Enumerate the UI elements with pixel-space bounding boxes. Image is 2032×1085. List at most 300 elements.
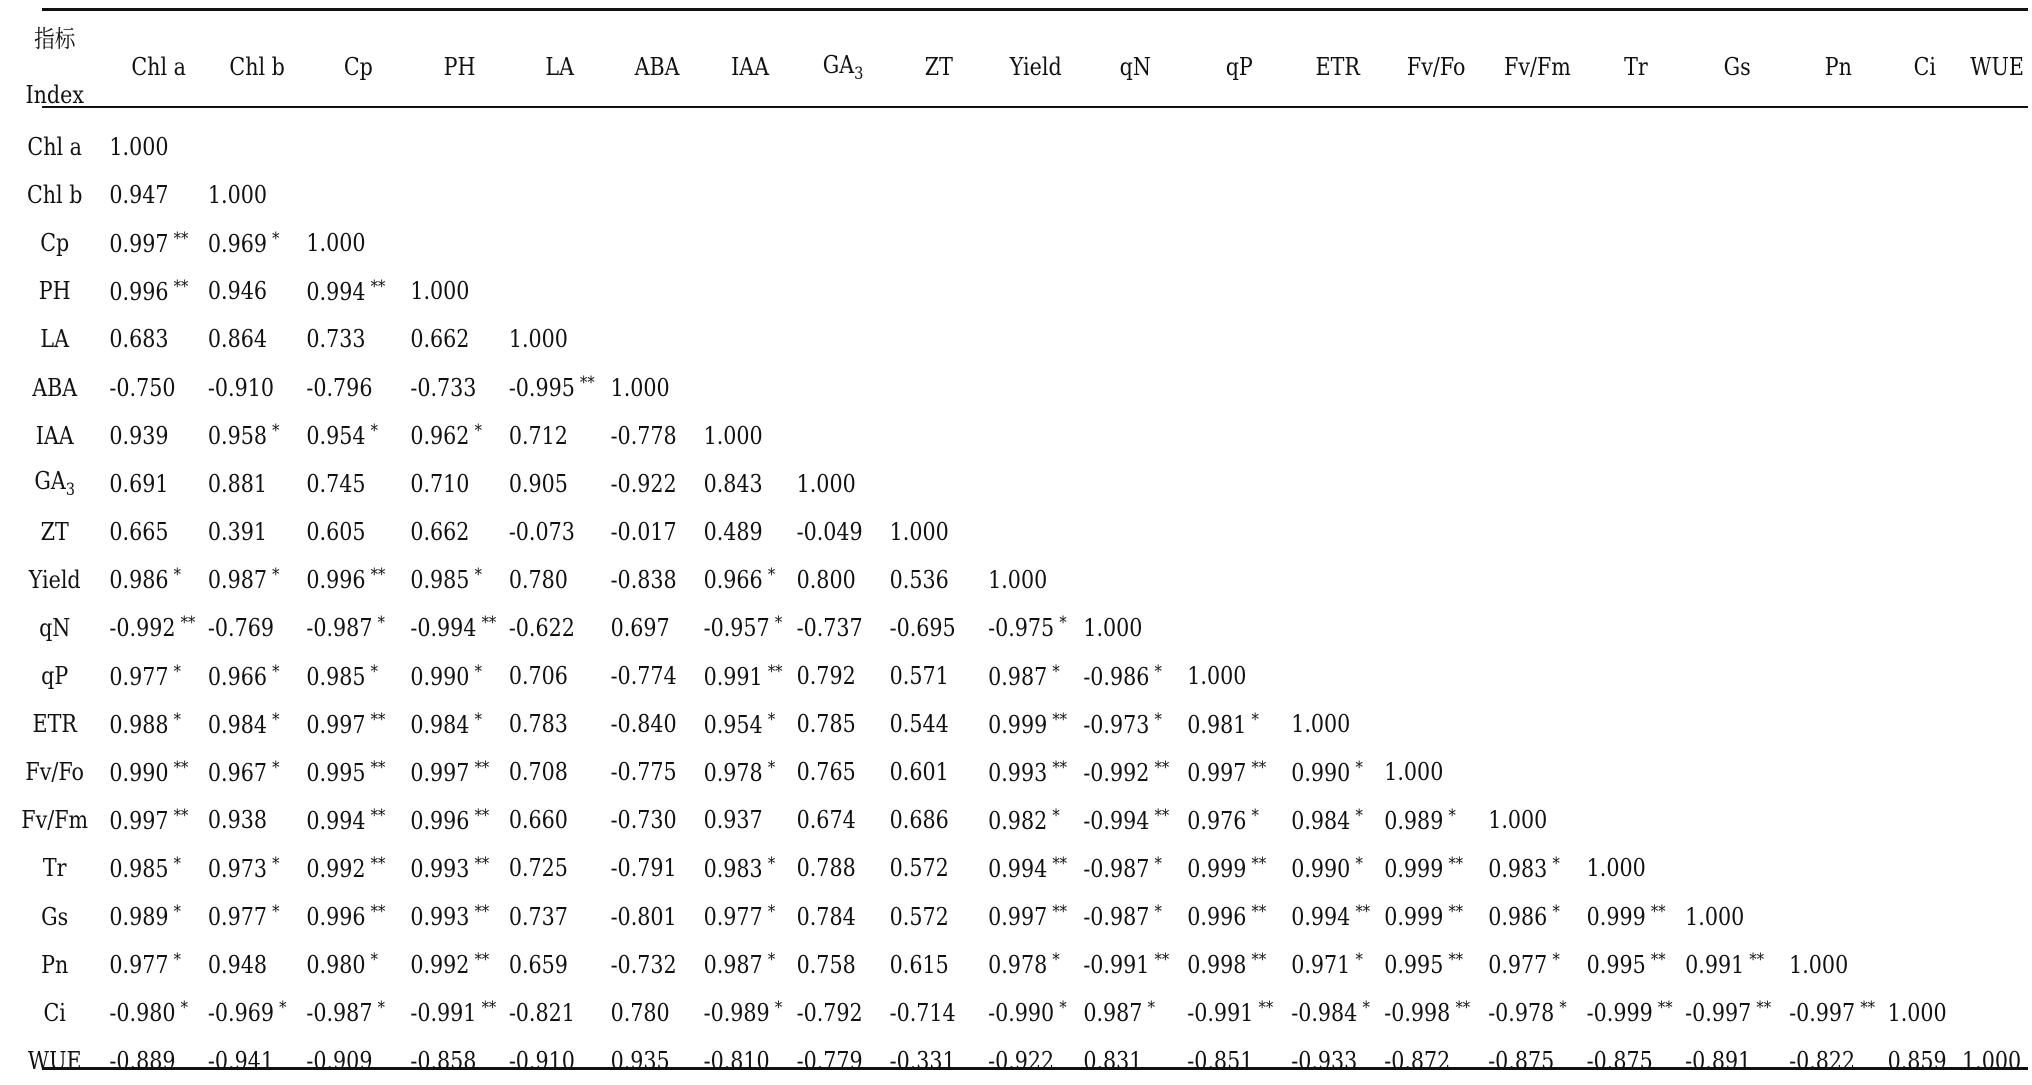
table-cell: [208, 363, 306, 411]
significance-marker: **: [481, 613, 497, 634]
table-cell: [890, 844, 988, 892]
column-header: ABA: [634, 53, 680, 81]
table-cell: [890, 412, 988, 460]
table-cell: [890, 363, 988, 411]
table-cell: [1384, 700, 1488, 748]
table-row: [0, 267, 2032, 315]
table-cell: [208, 556, 306, 604]
table-cell: [306, 219, 410, 267]
significance-marker: *: [272, 709, 280, 730]
cell-value: 0.544: [889, 710, 949, 739]
table-cell: [410, 941, 508, 989]
table-cell: [1083, 123, 1187, 171]
table-cell: [1888, 123, 1962, 171]
row-label: PH: [38, 277, 71, 306]
table-cell: [1083, 604, 1187, 652]
cell-value: -0.980: [109, 999, 176, 1028]
cell-value: -0.796: [306, 373, 373, 402]
table-cell: [509, 796, 611, 844]
table-cell: [1384, 844, 1488, 892]
table-cell: [1962, 363, 2032, 411]
cell-value: 0.947: [109, 181, 169, 210]
table-cell: [1488, 508, 1586, 556]
table-cell: [1888, 315, 1962, 363]
significance-marker: **: [173, 757, 189, 778]
column-header: ETR: [1315, 53, 1360, 81]
table-cell: [509, 700, 611, 748]
table-cell: [1187, 748, 1291, 796]
table-cell: [109, 796, 207, 844]
table-cell: [1291, 363, 1384, 411]
cell-value: -0.840: [610, 710, 677, 739]
cell-value: 1.000: [1685, 902, 1745, 931]
table-cell: [109, 508, 207, 556]
cell-value: 0.571: [889, 662, 949, 691]
table-cell: [410, 844, 508, 892]
significance-marker: **: [474, 805, 490, 826]
table-cell: [1291, 556, 1384, 604]
cell-value: 0.992: [410, 951, 470, 980]
cell-value: 0.977: [109, 662, 169, 691]
significance-marker: *: [1052, 661, 1060, 682]
column-header: LA: [545, 53, 575, 81]
cell-value: 0.984: [1291, 806, 1351, 835]
significance-marker: **: [370, 757, 386, 778]
significance-marker: **: [370, 902, 386, 923]
cell-value: 0.987: [988, 662, 1048, 691]
table-cell: [1962, 604, 2032, 652]
table-cell: [611, 460, 704, 508]
significance-marker: *: [1059, 613, 1067, 634]
table-row: [0, 941, 2032, 989]
significance-marker: *: [767, 757, 776, 778]
table-cell: [1685, 556, 1789, 604]
table-cell: [1187, 556, 1291, 604]
table-cell: [1384, 556, 1488, 604]
significance-marker: *: [272, 757, 280, 778]
table-cell: [1291, 748, 1384, 796]
cell-value: -0.986: [1083, 662, 1150, 691]
table-cell: [704, 1037, 797, 1085]
table-cell: [208, 315, 306, 363]
significance-marker: **: [1251, 853, 1267, 874]
table-cell: [1587, 363, 1685, 411]
significance-marker: *: [1059, 998, 1067, 1019]
cell-value: 0.991: [703, 662, 763, 691]
table-cell: [890, 315, 988, 363]
table-cell: [1187, 1037, 1291, 1085]
table-cell: [797, 989, 890, 1037]
table-cell: [704, 171, 797, 219]
column-header: Pn: [1824, 53, 1852, 81]
cell-value: 0.881: [207, 469, 268, 498]
table-row: [0, 893, 2032, 941]
significance-marker: *: [1355, 853, 1363, 874]
table-cell: [1083, 652, 1187, 700]
table-cell: [1291, 508, 1384, 556]
significance-marker: **: [370, 805, 386, 826]
table-cell: [208, 844, 306, 892]
significance-marker: **: [1251, 757, 1267, 778]
significance-marker: *: [377, 998, 385, 1019]
cell-value: -0.987: [306, 614, 373, 643]
table-cell: [890, 796, 988, 844]
table-cell: [1789, 989, 1887, 1037]
cell-value: 0.710: [410, 469, 470, 498]
table-cell: [1962, 748, 2032, 796]
table-cell: [410, 652, 508, 700]
cell-value: 0.792: [796, 662, 856, 691]
significance-marker: **: [474, 757, 490, 778]
table-cell: [1888, 652, 1962, 700]
table-cell: [890, 171, 988, 219]
table-cell: [890, 267, 988, 315]
cell-value: 0.962: [410, 422, 470, 451]
significance-marker: **: [1154, 757, 1170, 778]
table-cell: [1291, 652, 1384, 700]
table-cell: [890, 508, 988, 556]
table-cell: [306, 556, 410, 604]
cell-value: -0.778: [610, 421, 677, 450]
column-header: WUE: [1970, 53, 2024, 81]
table-cell: [890, 893, 988, 941]
cell-value: 0.998: [1187, 951, 1247, 980]
significance-marker: *: [173, 661, 181, 682]
cell-value: -0.933: [1291, 1046, 1358, 1075]
table-cell: [1685, 123, 1789, 171]
table-cell: [1187, 989, 1291, 1037]
column-header: Chl b: [229, 53, 285, 81]
cell-value: 0.948: [207, 950, 268, 979]
significance-marker: *: [767, 709, 776, 730]
cell-value: 0.990: [1291, 854, 1351, 883]
table-cell: [1488, 556, 1586, 604]
table-cell: [1291, 1037, 1384, 1085]
significance-marker: *: [1355, 950, 1363, 971]
row-label: ABA: [32, 373, 78, 402]
table-cell: [306, 412, 410, 460]
cell-value: -0.909: [306, 1046, 373, 1075]
table-cell: [1888, 893, 1962, 941]
table-cell: [611, 700, 704, 748]
significance-marker: **: [474, 950, 490, 971]
table-cell: [208, 700, 306, 748]
table-cell: [1083, 1037, 1187, 1085]
table-cell: [1685, 508, 1789, 556]
table-cell: [988, 1037, 1083, 1085]
significance-marker: *: [1552, 950, 1560, 971]
cell-value: -0.779: [796, 1046, 863, 1075]
table-cell: [704, 796, 797, 844]
cell-value: -0.875: [1586, 1046, 1653, 1075]
table-body: [0, 123, 2032, 1085]
column-header: qP: [1225, 53, 1253, 81]
table-cell: [306, 748, 410, 796]
table-cell: [1685, 941, 1789, 989]
table-cell: [611, 941, 704, 989]
cell-value: -0.750: [109, 373, 176, 402]
table-cell: [306, 604, 410, 652]
significance-marker: **: [173, 228, 189, 249]
column-header: Cp: [343, 53, 373, 81]
significance-marker: *: [1559, 998, 1567, 1019]
table-cell: [611, 508, 704, 556]
table-cell: [704, 267, 797, 315]
cell-value: 0.615: [889, 950, 949, 979]
table-cell: [109, 893, 207, 941]
cell-value: -0.622: [508, 613, 575, 642]
table-cell: [1888, 941, 1962, 989]
table-row: [0, 1037, 2032, 1085]
column-header: IAA: [731, 53, 770, 81]
table-cell: [988, 315, 1083, 363]
table-cell: [1488, 941, 1586, 989]
table-cell: [1187, 363, 1291, 411]
cell-value: 0.954: [306, 422, 366, 451]
cell-value: 0.785: [796, 710, 856, 739]
significance-marker: *: [272, 421, 280, 442]
table-cell: [1291, 460, 1384, 508]
significance-marker: **: [1650, 950, 1666, 971]
table-cell: [611, 989, 704, 1037]
table-cell: [306, 123, 410, 171]
table-cell: [988, 267, 1083, 315]
cell-value: 0.788: [796, 854, 856, 883]
table-cell: [704, 748, 797, 796]
cell-value: 0.572: [889, 854, 949, 883]
significance-marker: **: [1860, 998, 1875, 1019]
column-header: ZT: [924, 53, 953, 81]
table-cell: [1488, 700, 1586, 748]
table-cell: [208, 893, 306, 941]
significance-marker: **: [580, 373, 595, 394]
cell-value: 0.601: [889, 758, 949, 787]
cell-value: -0.998: [1384, 999, 1451, 1028]
table-cell: [988, 700, 1083, 748]
significance-marker: **: [1154, 805, 1170, 826]
table-cell: [1789, 700, 1887, 748]
table-cell: [797, 652, 890, 700]
table-cell: [1789, 219, 1887, 267]
cell-value: 0.978: [703, 758, 763, 787]
table-cell: [890, 123, 988, 171]
table-cell: [1187, 508, 1291, 556]
table-cell: [1187, 604, 1291, 652]
table-cell: [1384, 893, 1488, 941]
table-cell: [1962, 893, 2032, 941]
table-cell: [1587, 508, 1685, 556]
table-cell: [890, 556, 988, 604]
cell-value: 0.977: [1488, 951, 1548, 980]
table-cell: [410, 989, 508, 1037]
table-cell: [109, 460, 207, 508]
significance-marker: *: [1052, 950, 1060, 971]
significance-marker: **: [1448, 853, 1464, 874]
cell-value: 0.973: [207, 854, 268, 883]
table-cell: [1587, 796, 1685, 844]
table-cell: [410, 1037, 508, 1085]
table-cell: [1962, 844, 2032, 892]
table-cell: [208, 171, 306, 219]
table-cell: [1587, 315, 1685, 363]
significance-marker: *: [173, 902, 181, 923]
table-cell: [410, 267, 508, 315]
significance-marker: **: [1650, 902, 1666, 923]
table-cell: [890, 1037, 988, 1085]
cell-value: -0.984: [1291, 999, 1358, 1028]
cell-value: 0.708: [508, 758, 568, 787]
table-cell: [1187, 796, 1291, 844]
table-cell: [1685, 1037, 1789, 1085]
cell-value: 0.843: [703, 469, 763, 498]
significance-marker: **: [1749, 950, 1765, 971]
cell-value: 0.859: [1887, 1046, 1947, 1075]
table-row: [0, 123, 2032, 171]
cell-value: -0.992: [109, 614, 176, 643]
table-cell: [109, 844, 207, 892]
table-cell: [208, 941, 306, 989]
table-row: [0, 508, 2032, 556]
column-header: Tr: [1624, 53, 1648, 81]
table-cell: [509, 844, 611, 892]
table-cell: [1587, 1037, 1685, 1085]
cell-value: -0.331: [889, 1046, 956, 1075]
cell-value: 0.984: [207, 710, 268, 739]
table-cell: [109, 1037, 207, 1085]
table-cell: [1587, 267, 1685, 315]
significance-marker: *: [767, 902, 776, 923]
significance-marker: *: [767, 950, 776, 971]
cell-value: -0.891: [1685, 1046, 1752, 1075]
cell-value: -0.821: [508, 998, 575, 1027]
table-cell: [1587, 652, 1685, 700]
cell-value: 0.993: [410, 854, 470, 883]
cell-value: 0.977: [703, 903, 763, 932]
table-cell: [1962, 652, 2032, 700]
cell-value: -0.987: [1083, 854, 1150, 883]
table-cell: [704, 989, 797, 1037]
table-cell: [988, 412, 1083, 460]
table-cell: [509, 748, 611, 796]
table-cell: [1587, 219, 1685, 267]
table-cell: [109, 941, 207, 989]
table-cell: [1962, 508, 2032, 556]
significance-marker: *: [474, 565, 482, 586]
table-cell: [797, 796, 890, 844]
cell-value: -0.994: [410, 614, 477, 643]
significance-marker: *: [272, 565, 280, 586]
table-cell: [611, 556, 704, 604]
table-cell: [1789, 796, 1887, 844]
significance-marker: *: [370, 421, 378, 442]
cell-value: 1.000: [1586, 854, 1646, 883]
significance-marker: *: [1355, 757, 1363, 778]
table-cell: [1291, 796, 1384, 844]
cell-value: -0.791: [610, 854, 677, 883]
table-cell: [797, 267, 890, 315]
table-cell: [1685, 412, 1789, 460]
table-cell: [797, 460, 890, 508]
table-cell: [611, 844, 704, 892]
significance-marker: **: [1154, 950, 1170, 971]
table-cell: [988, 748, 1083, 796]
cell-value: 0.985: [109, 854, 169, 883]
table-cell: [509, 1037, 611, 1085]
table-cell: [509, 893, 611, 941]
row-label: Gs: [41, 902, 69, 931]
cell-value: 0.990: [1291, 758, 1351, 787]
table-cell: [797, 412, 890, 460]
cell-value: 0.999: [988, 710, 1048, 739]
table-cell: [306, 652, 410, 700]
table-cell: [306, 893, 410, 941]
cell-value: 0.662: [410, 517, 470, 546]
cell-value: 0.997: [410, 758, 470, 787]
row-label: Pn: [41, 950, 69, 979]
table-cell: [1587, 893, 1685, 941]
table-cell: [890, 700, 988, 748]
table-cell: [509, 412, 611, 460]
table-cell: [1488, 315, 1586, 363]
column-header: PH: [443, 53, 476, 81]
table-cell: [109, 267, 207, 315]
table-cell: [1291, 412, 1384, 460]
cell-value: 1.000: [306, 229, 366, 258]
cell-value: 0.938: [207, 806, 268, 835]
table-cell: [306, 460, 410, 508]
cell-value: 1.000: [1488, 806, 1548, 835]
table-cell: [306, 1037, 410, 1085]
table-cell: [1083, 989, 1187, 1037]
table-cell: [410, 796, 508, 844]
cell-value: 0.989: [109, 903, 169, 932]
table-cell: [1384, 941, 1488, 989]
cell-value: 0.992: [306, 854, 366, 883]
table-cell: [1789, 267, 1887, 315]
cell-value: 0.737: [508, 902, 568, 931]
table-cell: [1488, 171, 1586, 219]
table-cell: [1888, 508, 1962, 556]
table-cell: [1488, 989, 1586, 1037]
table-cell: [109, 363, 207, 411]
table-cell: [208, 1037, 306, 1085]
table-cell: [1789, 893, 1887, 941]
row-label: $GA_3$: [34, 467, 76, 501]
row-label: Ci: [43, 998, 66, 1027]
cell-value: -0.910: [207, 373, 274, 402]
table-cell: [1488, 1037, 1586, 1085]
table-cell: [1962, 941, 2032, 989]
cell-value: 0.997: [109, 806, 169, 835]
cell-value: 0.982: [988, 806, 1048, 835]
cell-value: 0.994: [1291, 903, 1351, 932]
cell-value: 1.000: [1384, 758, 1444, 787]
significance-marker: **: [1251, 950, 1267, 971]
cell-value: 0.990: [109, 758, 169, 787]
significance-marker: **: [370, 276, 386, 297]
table-cell: [208, 267, 306, 315]
cell-value: 0.997: [109, 229, 169, 258]
cell-value: 1.000: [1083, 613, 1143, 642]
index-header: [0, 11, 109, 123]
cell-value: 0.800: [796, 565, 856, 594]
table-cell: [109, 748, 207, 796]
table-cell: [306, 941, 410, 989]
cell-value: 0.780: [610, 998, 670, 1027]
table-cell: [1587, 171, 1685, 219]
cell-value: 0.976: [1187, 806, 1247, 835]
table-cell: [1291, 123, 1384, 171]
